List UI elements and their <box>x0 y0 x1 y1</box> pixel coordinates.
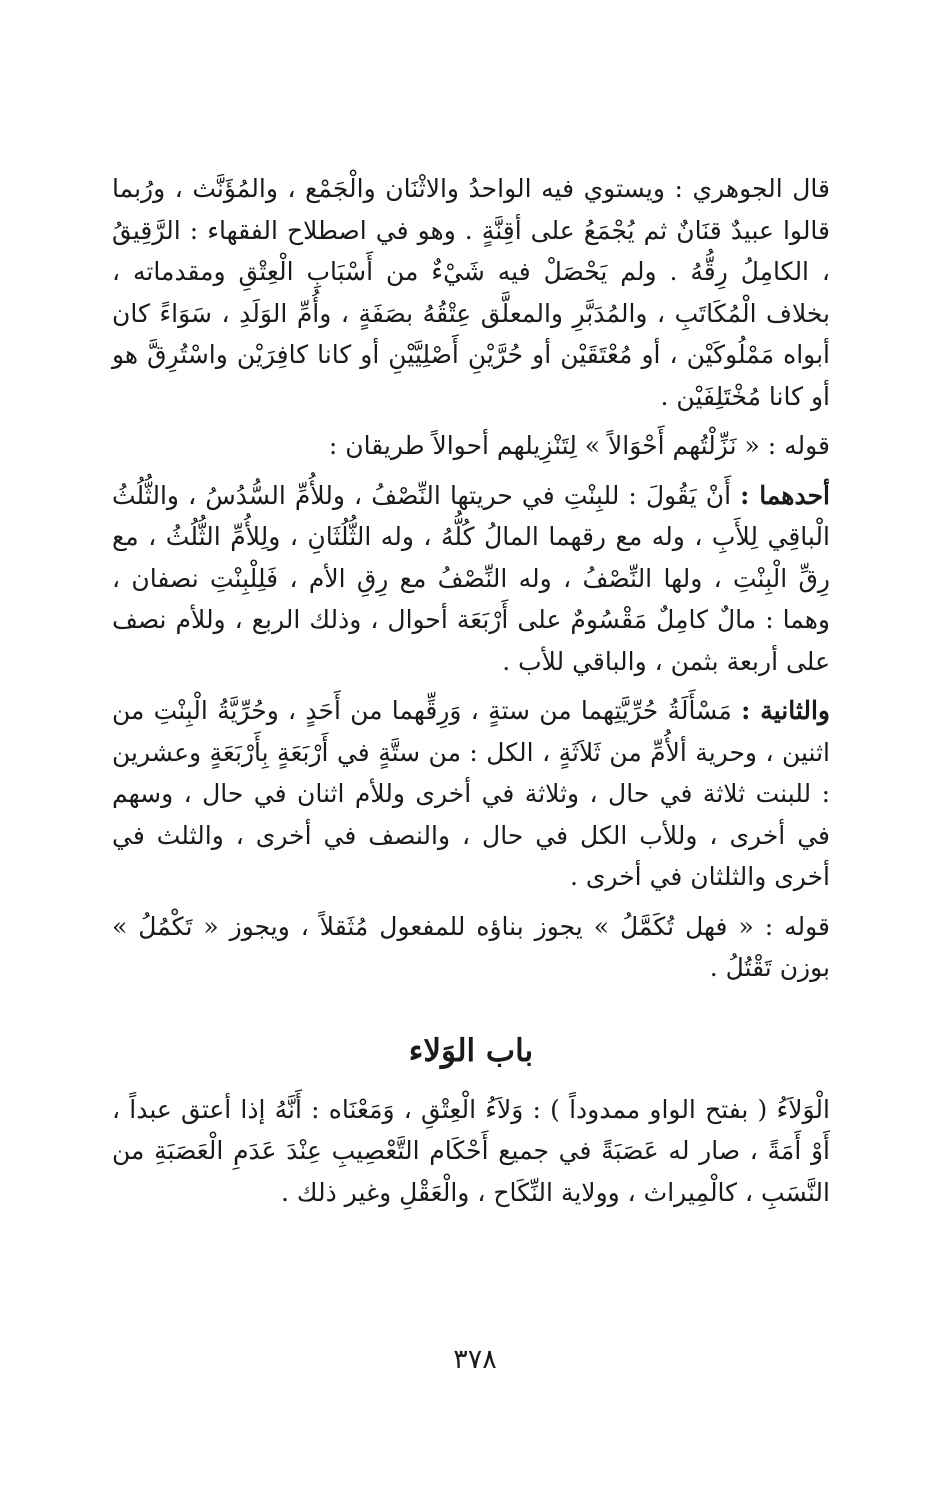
paragraph-first-method <box>112 475 830 683</box>
paragraph-wala <box>112 1089 830 1214</box>
paragraph-lead: أحدهما : <box>740 480 830 510</box>
paragraph-text: أَنْ يَقُولَ : للبِنْتِ في حريتها النِّصْفُ ، وللأُمِّ السُّدُسُ ، والثُّلُثُ الْباقِي لِلأَبِ ، وله مع رقهما المالُ كُلُّهُ ، وله الثُّلُثَانِ ، ولِلأُمِّ الثُّلُثُ ، مع رِقِّ الْبِنْتِ ، ولها النِّصْفُ ، وله النِّصْفُ مع رِقِ الأم ، فَلِلْبِنْتِ نصفان ، وهما : مالٌ كامِلٌ مَقْسُومٌ على أَرْبَعَة أحوال ، وذلك الربع ، وللأم نصف على أربعة بثمن ، والباقي للأب . <box>112 480 831 676</box>
paragraph-text: قوله : « فهل تُكَمَّلُ » يجوز بناؤه للمفعول مُثَقلاً ، ويجوز « تَكْمُلُ » بوزن تَقْتُلُ . <box>112 911 830 982</box>
section-heading: باب الوَلاء <box>408 1032 534 1069</box>
page-body <box>112 168 830 1213</box>
paragraph-takmil <box>112 906 830 989</box>
paragraph-text: قال الجوهري : ويستوي فيه الواحدُ والاثْنَان والْجَمْع ، والمُؤَنَّث ، ورُبما قالوا عبيدٌ قنَانٌ ثم يُجْمَعُ على أقِنَّةٍ . وهو في اصطلاح الفقهاء : الرَّقِيقُ ، الكامِلُ رِقُّهُ . ولم يَحْصَلْ فيه شَيْءٌ من أَسْبَابِ الْعِتْقِ ومقدماته ، بخلاف الْمُكَاتَبِ ، والمُدَبَّرِ والمعلَّق عِتْقُهُ بصَفَةٍ ، وأُمِّ الوَلَدِ ، سَوَاءً كان أبواه مَمْلُوكَيْن ، أو مُعْتَقَيْن أو حُرَّيْنِ أَصْلِيَّيْنِ أو كانا كافِرَيْن واسْتُرِقَّ هو أو كانا مُخْتَلِفَيْن . <box>112 174 830 411</box>
paragraph-lead: والثانية : <box>741 696 830 725</box>
paragraph-ahwal-intro <box>112 425 830 467</box>
paragraph-jawhari <box>112 168 830 417</box>
paragraph-text: الْوَلاَءُ ( بفتح الواو ممدوداً ) : وَلاَءُ الْعِتْقِ ، وَمَعْنَاه : أَنَّهُ إذا أعتق عبداً ، أَوْ أَمَةً ، صار له عَصَبَةً في جميع أَحْكَام التَّعْصِيبِ عِنْدَ عَدَمِ الْعَصَبَةِ من النَّسَبِ ، كالْمِيراث ، وولاية النِّكَاح ، والْعَقْلِ وغير ذلك . <box>112 1094 830 1207</box>
paragraph-second-method <box>112 690 830 898</box>
paragraph-text: مَسْأَلَةُ حُرِّيَّتِهما من ستةٍ ، وَرِقِّهما من أَحَدٍ ، وحُرِّيَّةُ الْبِنْتِ من اثنين ، وحرية ألأُمِّ من ثَلاَثَةٍ ، الكل : من ستَّةٍ في أَرْبَعَةٍ بِأَرْبَعَةٍ وعشرين : للبنت ثلاثة في حال ، وثلاثة في أخرى وللأم اثنان في حال ، وسهم في أخرى ، وللأب الكل في حال ، والنصف في أخرى ، والثلث في أخرى والثلثان في أخرى . <box>112 696 830 891</box>
page-number: ٣٧٨ <box>453 1344 497 1375</box>
paragraph-text: قوله : « نَزِّلْتُهم أَحْوَالاً » لِتَنْزِيلهم أحوالاً طريقان : <box>328 431 830 460</box>
